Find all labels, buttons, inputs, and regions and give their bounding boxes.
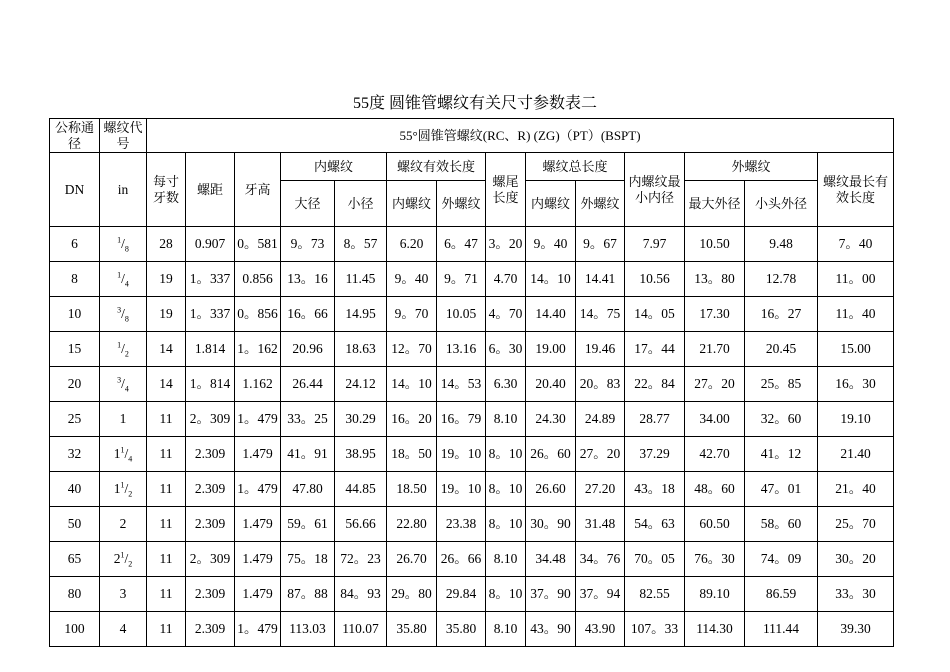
pitch-cell: 0.907 (186, 227, 235, 262)
total-internal-cell: 30。90 (526, 507, 576, 542)
tail-length-cell: 8.10 (486, 542, 526, 577)
max-outer-cell: 76。30 (685, 542, 745, 577)
inch-size (120, 516, 127, 531)
pitch-cell: 2.309 (186, 612, 235, 647)
dn-cell: 80 (50, 577, 100, 612)
tpi-cell: 11 (147, 507, 186, 542)
min-inner-cell: 54。63 (625, 507, 685, 542)
inch-size (113, 445, 133, 464)
inch-cell (100, 262, 147, 297)
table-row (50, 367, 894, 402)
pitch-cell: 2.309 (186, 472, 235, 507)
tpi-cell: 19 (147, 262, 186, 297)
pitch-cell: 1.814 (186, 332, 235, 367)
inch-cell (100, 437, 147, 472)
max-outer-cell: 17.30 (685, 297, 745, 332)
minor-diameter-cell: 110.07 (335, 612, 387, 647)
major-diameter-cell: 87。88 (281, 577, 335, 612)
major-diameter-cell: 59。61 (281, 507, 335, 542)
total-external-cell: 19.46 (576, 332, 625, 367)
total-internal-cell: 20.40 (526, 367, 576, 402)
inch-cell (100, 612, 147, 647)
minor-diameter-cell: 8。57 (335, 227, 387, 262)
eff-external-cell: 23.38 (437, 507, 486, 542)
table-row (50, 577, 894, 612)
total-internal-cell: 26.60 (526, 472, 576, 507)
header-total-internal: 内螺纹 (526, 181, 576, 227)
max-effective-length-cell: 19.10 (818, 402, 894, 437)
min-inner-cell: 10.56 (625, 262, 685, 297)
tail-length-cell: 4。70 (486, 297, 526, 332)
table-row (50, 472, 894, 507)
fraction-slash: / (121, 271, 125, 286)
total-external-cell: 9。67 (576, 227, 625, 262)
max-outer-cell: 42.70 (685, 437, 745, 472)
header-total-length: 螺纹总长度 (526, 153, 625, 181)
table-row (50, 332, 894, 367)
thread-height-cell: 1.479 (235, 577, 281, 612)
header-tpi: 每寸牙数 (147, 153, 186, 227)
max-effective-length-cell: 15.00 (818, 332, 894, 367)
max-effective-length-cell: 21。40 (818, 472, 894, 507)
tpi-cell: 19 (147, 297, 186, 332)
table-row (50, 507, 894, 542)
total-external-cell: 37。94 (576, 577, 625, 612)
minor-diameter-cell: 24.12 (335, 367, 387, 402)
total-external-cell: 24.89 (576, 402, 625, 437)
eff-internal-cell: 6.20 (387, 227, 437, 262)
pitch-cell: 2.309 (186, 577, 235, 612)
inch-whole: 4 (119, 621, 127, 636)
minor-diameter-cell: 18.63 (335, 332, 387, 367)
tpi-cell: 11 (147, 472, 186, 507)
eff-external-cell: 19。10 (437, 472, 486, 507)
header-main-title: 55°圆锥管螺纹(RC、R) (ZG)（PT）(BSPT) (147, 119, 894, 153)
fraction-slash: / (121, 236, 125, 251)
eff-internal-cell: 29。80 (387, 577, 437, 612)
eff-external-cell: 6。47 (437, 227, 486, 262)
total-internal-cell: 9。40 (526, 227, 576, 262)
min-inner-cell: 70。05 (625, 542, 685, 577)
tail-length-cell: 8。10 (486, 437, 526, 472)
major-diameter-cell: 26.44 (281, 367, 335, 402)
tpi-cell: 11 (147, 542, 186, 577)
total-external-cell: 31.48 (576, 507, 625, 542)
small-end-outer-cell: 41。12 (745, 437, 818, 472)
total-external-cell: 43.90 (576, 612, 625, 647)
inch-numerator: 1 (120, 445, 125, 455)
minor-diameter-cell: 72。23 (335, 542, 387, 577)
thread-height-cell: 1。162 (235, 332, 281, 367)
inch-cell (100, 367, 147, 402)
total-external-cell: 27。20 (576, 437, 625, 472)
max-effective-length-cell: 16。30 (818, 367, 894, 402)
header-internal-min-inner: 内螺纹最小内径 (625, 153, 685, 227)
header-eff-external: 外螺纹 (437, 181, 486, 227)
eff-internal-cell: 16。20 (387, 402, 437, 437)
tpi-cell: 11 (147, 402, 186, 437)
fraction-slash: / (124, 481, 129, 496)
inch-whole: 3 (119, 586, 127, 601)
inch-numerator: 1 (120, 480, 125, 490)
header-pitch: 螺距 (186, 153, 235, 227)
thread-height-cell: 1。479 (235, 402, 281, 437)
header-max-effective-length: 螺纹最长有效长度 (818, 153, 894, 227)
inch-size (120, 411, 127, 426)
thread-dimension-table (49, 118, 894, 647)
tpi-cell: 11 (147, 437, 186, 472)
min-inner-cell: 7.97 (625, 227, 685, 262)
header-max-outer-diameter: 最大外径 (685, 181, 745, 227)
inch-whole: 2 (119, 516, 127, 531)
major-diameter-cell: 20.96 (281, 332, 335, 367)
total-internal-cell: 24.30 (526, 402, 576, 437)
max-outer-cell: 21.70 (685, 332, 745, 367)
thread-height-cell: 1.479 (235, 542, 281, 577)
inch-denominator: 2 (124, 349, 129, 359)
inch-size (117, 305, 129, 324)
major-diameter-cell: 75。18 (281, 542, 335, 577)
max-outer-cell: 89.10 (685, 577, 745, 612)
tpi-cell: 11 (147, 577, 186, 612)
inch-numerator: 3 (117, 375, 122, 385)
min-inner-cell: 82.55 (625, 577, 685, 612)
header-external-thread: 外螺纹 (685, 153, 818, 181)
inch-denominator: 4 (128, 454, 133, 464)
eff-internal-cell: 12。70 (387, 332, 437, 367)
eff-internal-cell: 18。50 (387, 437, 437, 472)
min-inner-cell: 17。44 (625, 332, 685, 367)
eff-internal-cell: 18.50 (387, 472, 437, 507)
header-internal-thread: 内螺纹 (281, 153, 387, 181)
inch-numerator: 3 (117, 305, 122, 315)
max-outer-cell: 34.00 (685, 402, 745, 437)
total-external-cell: 27.20 (576, 472, 625, 507)
pitch-cell: 1。337 (186, 262, 235, 297)
thread-height-cell: 0。856 (235, 297, 281, 332)
fraction-slash: / (124, 446, 129, 461)
thread-height-cell: 1。479 (235, 612, 281, 647)
min-inner-cell: 43。18 (625, 472, 685, 507)
total-internal-cell: 37。90 (526, 577, 576, 612)
pitch-cell: 1。814 (186, 367, 235, 402)
inch-whole: 1 (113, 481, 121, 496)
eff-external-cell: 10.05 (437, 297, 486, 332)
total-external-cell: 34。76 (576, 542, 625, 577)
table-row (50, 542, 894, 577)
fraction-slash: / (121, 306, 125, 321)
dn-cell: 10 (50, 297, 100, 332)
inch-size (117, 375, 129, 394)
dn-cell: 32 (50, 437, 100, 472)
minor-diameter-cell: 11.45 (335, 262, 387, 297)
inch-denominator: 8 (124, 314, 129, 324)
header-major-diameter: 大径 (281, 181, 335, 227)
thread-height-cell: 0。581 (235, 227, 281, 262)
total-external-cell: 20。83 (576, 367, 625, 402)
header-eff-internal: 内螺纹 (387, 181, 437, 227)
total-internal-cell: 34.48 (526, 542, 576, 577)
total-internal-cell: 14。10 (526, 262, 576, 297)
tail-length-cell: 8。10 (486, 507, 526, 542)
tail-length-cell: 8.10 (486, 402, 526, 437)
eff-external-cell: 29.84 (437, 577, 486, 612)
dn-cell: 6 (50, 227, 100, 262)
dn-cell: 40 (50, 472, 100, 507)
inch-denominator: 2 (128, 489, 133, 499)
header-row-1 (50, 119, 894, 153)
max-effective-length-cell: 21.40 (818, 437, 894, 472)
max-outer-cell: 27。20 (685, 367, 745, 402)
table-row (50, 437, 894, 472)
header-minor-diameter: 小径 (335, 181, 387, 227)
small-end-outer-cell: 16。27 (745, 297, 818, 332)
minor-diameter-cell: 84。93 (335, 577, 387, 612)
inch-cell (100, 227, 147, 262)
thread-height-cell: 0.856 (235, 262, 281, 297)
inch-cell (100, 507, 147, 542)
inch-denominator: 4 (124, 279, 129, 289)
minor-diameter-cell: 14.95 (335, 297, 387, 332)
thread-height-cell: 1.162 (235, 367, 281, 402)
inch-size (117, 235, 129, 254)
dn-cell: 25 (50, 402, 100, 437)
min-inner-cell: 37.29 (625, 437, 685, 472)
small-end-outer-cell: 20.45 (745, 332, 818, 367)
total-internal-cell: 26。60 (526, 437, 576, 472)
max-effective-length-cell: 25。70 (818, 507, 894, 542)
pitch-cell: 1。337 (186, 297, 235, 332)
total-internal-cell: 14.40 (526, 297, 576, 332)
header-thread-height: 牙高 (235, 153, 281, 227)
small-end-outer-cell: 74。09 (745, 542, 818, 577)
table-row (50, 297, 894, 332)
small-end-outer-cell: 32。60 (745, 402, 818, 437)
inch-numerator: 1 (117, 235, 122, 245)
eff-internal-cell: 26.70 (387, 542, 437, 577)
header-small-end-outer-diameter: 小头外径 (745, 181, 818, 227)
dn-cell: 15 (50, 332, 100, 367)
header-dn: DN (50, 153, 100, 227)
tpi-cell: 14 (147, 367, 186, 402)
min-inner-cell: 22。84 (625, 367, 685, 402)
major-diameter-cell: 113.03 (281, 612, 335, 647)
min-inner-cell: 14。05 (625, 297, 685, 332)
eff-internal-cell: 9。40 (387, 262, 437, 297)
major-diameter-cell: 13。16 (281, 262, 335, 297)
eff-external-cell: 35.80 (437, 612, 486, 647)
inch-denominator: 4 (124, 384, 129, 394)
max-outer-cell: 13。80 (685, 262, 745, 297)
header-thread-code: 螺纹代号 (100, 119, 147, 153)
tpi-cell: 28 (147, 227, 186, 262)
total-external-cell: 14。75 (576, 297, 625, 332)
minor-diameter-cell: 38.95 (335, 437, 387, 472)
inch-numerator: 1 (117, 340, 122, 350)
pitch-cell: 2.309 (186, 437, 235, 472)
dn-cell: 100 (50, 612, 100, 647)
header-row-2 (50, 153, 894, 181)
table-row (50, 612, 894, 647)
eff-internal-cell: 14。10 (387, 367, 437, 402)
max-outer-cell: 114.30 (685, 612, 745, 647)
fraction-slash: / (124, 551, 129, 566)
inch-cell (100, 402, 147, 437)
tail-length-cell: 8。10 (486, 472, 526, 507)
inch-size (117, 270, 129, 289)
small-end-outer-cell: 47。01 (745, 472, 818, 507)
major-diameter-cell: 47.80 (281, 472, 335, 507)
max-effective-length-cell: 39.30 (818, 612, 894, 647)
total-internal-cell: 19.00 (526, 332, 576, 367)
eff-external-cell: 14。53 (437, 367, 486, 402)
inch-size (113, 550, 133, 569)
tail-length-cell: 6。30 (486, 332, 526, 367)
table-row (50, 262, 894, 297)
eff-internal-cell: 22.80 (387, 507, 437, 542)
inch-whole: 2 (113, 551, 121, 566)
header-tail-length: 螺尾长度 (486, 153, 526, 227)
table-row (50, 227, 894, 262)
inch-cell (100, 577, 147, 612)
thread-height-cell: 1。479 (235, 472, 281, 507)
fraction-slash: / (121, 376, 125, 391)
total-internal-cell: 43。90 (526, 612, 576, 647)
small-end-outer-cell: 111.44 (745, 612, 818, 647)
tail-length-cell: 3。20 (486, 227, 526, 262)
minor-diameter-cell: 44.85 (335, 472, 387, 507)
dn-cell: 8 (50, 262, 100, 297)
inch-size (120, 586, 127, 601)
inch-numerator: 1 (117, 270, 122, 280)
table-row (50, 402, 894, 437)
max-outer-cell: 10.50 (685, 227, 745, 262)
max-effective-length-cell: 33。30 (818, 577, 894, 612)
inch-cell (100, 542, 147, 577)
inch-cell (100, 332, 147, 367)
small-end-outer-cell: 12.78 (745, 262, 818, 297)
dn-cell: 65 (50, 542, 100, 577)
inch-size (120, 621, 127, 636)
tail-length-cell: 8.10 (486, 612, 526, 647)
header-total-external: 外螺纹 (576, 181, 625, 227)
min-inner-cell: 28.77 (625, 402, 685, 437)
major-diameter-cell: 33。25 (281, 402, 335, 437)
inch-denominator: 2 (128, 559, 133, 569)
page-title: 55度 圆锥管螺纹有关尺寸参数表二 (352, 95, 597, 112)
fraction-slash: / (121, 341, 125, 356)
tail-length-cell: 6.30 (486, 367, 526, 402)
major-diameter-cell: 41。91 (281, 437, 335, 472)
minor-diameter-cell: 30.29 (335, 402, 387, 437)
tpi-cell: 14 (147, 332, 186, 367)
inch-size (113, 480, 133, 499)
inch-numerator: 1 (120, 550, 125, 560)
max-effective-length-cell: 11。40 (818, 297, 894, 332)
thread-height-cell: 1.479 (235, 437, 281, 472)
min-inner-cell: 107。33 (625, 612, 685, 647)
total-external-cell: 14.41 (576, 262, 625, 297)
pitch-cell: 2。309 (186, 542, 235, 577)
eff-external-cell: 9。71 (437, 262, 486, 297)
minor-diameter-cell: 56.66 (335, 507, 387, 542)
max-outer-cell: 48。60 (685, 472, 745, 507)
pitch-cell: 2.309 (186, 507, 235, 542)
eff-external-cell: 26。66 (437, 542, 486, 577)
major-diameter-cell: 16。66 (281, 297, 335, 332)
small-end-outer-cell: 86.59 (745, 577, 818, 612)
dn-cell: 20 (50, 367, 100, 402)
eff-internal-cell: 9。70 (387, 297, 437, 332)
pitch-cell: 2。309 (186, 402, 235, 437)
max-effective-length-cell: 30。20 (818, 542, 894, 577)
dn-cell: 50 (50, 507, 100, 542)
tail-length-cell: 8。10 (486, 577, 526, 612)
eff-external-cell: 13.16 (437, 332, 486, 367)
inch-denominator: 8 (124, 244, 129, 254)
eff-external-cell: 19。10 (437, 437, 486, 472)
small-end-outer-cell: 9.48 (745, 227, 818, 262)
small-end-outer-cell: 58。60 (745, 507, 818, 542)
inch-cell (100, 297, 147, 332)
max-effective-length-cell: 7。40 (818, 227, 894, 262)
inch-whole: 1 (119, 411, 127, 426)
small-end-outer-cell: 25。85 (745, 367, 818, 402)
eff-external-cell: 16。79 (437, 402, 486, 437)
header-in: in (100, 153, 147, 227)
eff-internal-cell: 35.80 (387, 612, 437, 647)
inch-whole: 1 (113, 446, 121, 461)
major-diameter-cell: 9。73 (281, 227, 335, 262)
inch-cell (100, 472, 147, 507)
max-outer-cell: 60.50 (685, 507, 745, 542)
header-nominal-diameter: 公称通径 (50, 119, 100, 153)
tpi-cell: 11 (147, 612, 186, 647)
inch-size (117, 340, 129, 359)
max-effective-length-cell: 11。00 (818, 262, 894, 297)
tail-length-cell: 4.70 (486, 262, 526, 297)
thread-height-cell: 1.479 (235, 507, 281, 542)
header-effective-length: 螺纹有效长度 (387, 153, 486, 181)
